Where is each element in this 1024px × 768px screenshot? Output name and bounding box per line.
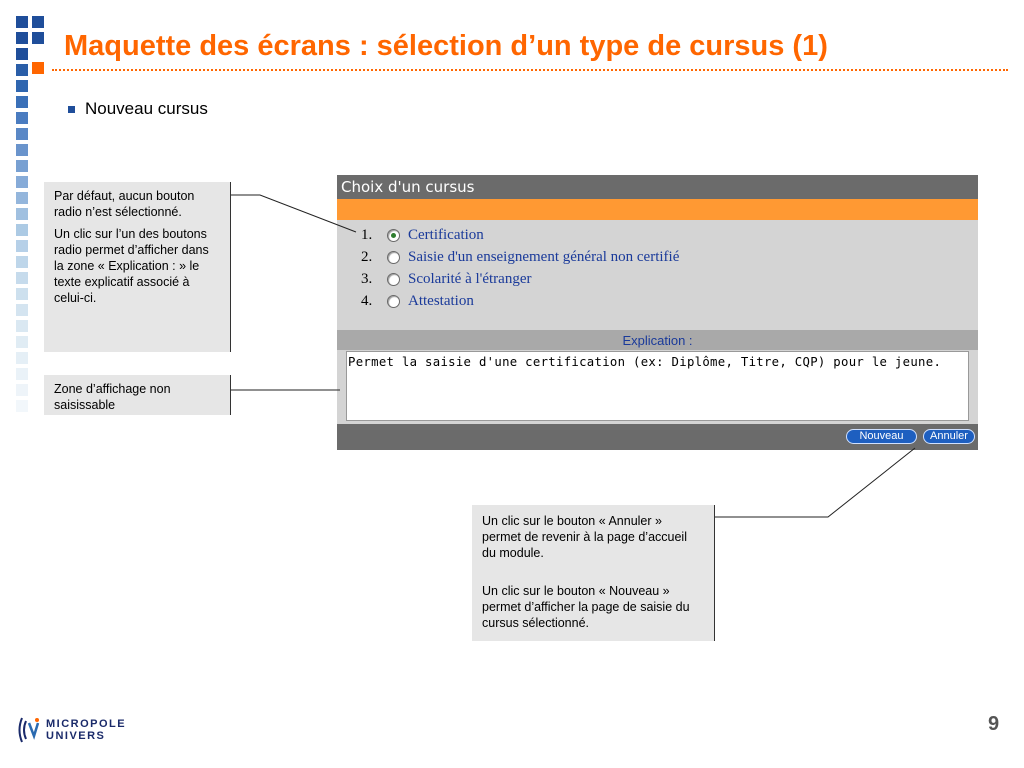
cursus-window — [337, 175, 978, 450]
decorative-square — [16, 320, 28, 332]
option-attestation[interactable] — [361, 290, 978, 312]
option-label[interactable]: Scolarité à l'étranger — [408, 270, 532, 287]
option-number: 3. — [361, 270, 373, 287]
decorative-square — [16, 240, 28, 252]
decorative-square — [32, 16, 44, 28]
page-number: 9 — [988, 713, 1000, 735]
decorative-square — [16, 192, 28, 204]
nouveau-button[interactable]: Nouveau — [846, 429, 917, 444]
decorative-square — [16, 80, 28, 92]
micropole-logo — [16, 714, 126, 746]
decorative-square — [16, 256, 28, 268]
decorative-square — [16, 176, 28, 188]
option-number: 4. — [361, 292, 373, 309]
callout-buttons — [472, 505, 715, 641]
note-nouveau-click: Un clic sur le bouton « Nouveau » permet d’afficher la page de saisie du cursus sélectionné. — [482, 584, 690, 630]
decorative-square — [16, 112, 28, 124]
note-radio-click: Un clic sur l’un des boutons radio permet d’afficher dans la zone « Explication : » le texte explicatif associé à celui-ci. — [54, 227, 209, 305]
leader-buttons — [715, 448, 915, 517]
decorative-square — [16, 400, 28, 412]
slide-title: Maquette des écrans : sélection d’un type de cursus (1) — [64, 30, 828, 62]
option-number: 1. — [361, 226, 373, 243]
decorative-square — [16, 352, 28, 364]
decorative-square — [16, 160, 28, 172]
decorative-square — [16, 144, 28, 156]
decorative-square — [16, 384, 28, 396]
logo-line1: MICROPOLE — [46, 718, 127, 730]
decorative-square — [16, 288, 28, 300]
window-footer — [337, 424, 978, 450]
radio-certification[interactable] — [387, 229, 400, 242]
note-display-zone: Zone d’affichage non saisissable — [54, 382, 171, 412]
decorative-square — [16, 224, 28, 236]
logo-line2: UNIVERS — [46, 730, 106, 742]
option-certification[interactable] — [361, 224, 978, 246]
micropole-emblem-icon — [16, 714, 42, 746]
decorative-square — [32, 32, 44, 44]
decorative-square — [32, 62, 44, 74]
decorative-square — [16, 32, 28, 44]
cursus-options — [337, 220, 978, 330]
bullet-item — [68, 99, 208, 119]
decorative-square — [16, 272, 28, 284]
decorative-square — [16, 96, 28, 108]
decorative-square — [16, 48, 28, 60]
callout-radio-buttons — [44, 182, 231, 352]
option-number: 2. — [361, 248, 373, 265]
callout-display-zone — [44, 375, 231, 415]
radio-attestation[interactable] — [387, 295, 400, 308]
option-scolarite-etranger[interactable] — [361, 268, 978, 290]
note-annuler-click: Un clic sur le bouton « Annuler » permet de revenir à la page d’accueil du module. — [482, 514, 687, 560]
option-enseignement-general[interactable] — [361, 246, 978, 268]
option-label[interactable]: Attestation — [408, 292, 474, 309]
decorative-square — [16, 304, 28, 316]
title-divider — [52, 69, 1008, 71]
decorative-square — [16, 16, 28, 28]
decorative-square — [16, 128, 28, 140]
bullet-text: Nouveau cursus — [85, 99, 208, 118]
explanation-display: Permet la saisie d'une certification (ex: Diplôme, Titre, CQP) pour le jeune. — [346, 351, 969, 421]
decorative-square — [16, 336, 28, 348]
option-label[interactable]: Certification — [408, 226, 484, 243]
explanation-label: Explication : — [337, 330, 978, 350]
decorative-square — [16, 368, 28, 380]
bullet-square-icon — [68, 106, 75, 113]
annuler-button[interactable]: Annuler — [923, 429, 975, 444]
radio-scolarite-etranger[interactable] — [387, 273, 400, 286]
note-default-state: Par défaut, aucun bouton radio n’est sélectionné. — [54, 189, 195, 219]
accent-bar — [337, 199, 978, 220]
window-title: Choix d'un cursus — [337, 175, 978, 199]
option-label[interactable]: Saisie d'un enseignement général non certifié — [408, 248, 680, 265]
radio-enseignement-general[interactable] — [387, 251, 400, 264]
decorative-square — [16, 208, 28, 220]
decorative-square — [16, 64, 28, 76]
